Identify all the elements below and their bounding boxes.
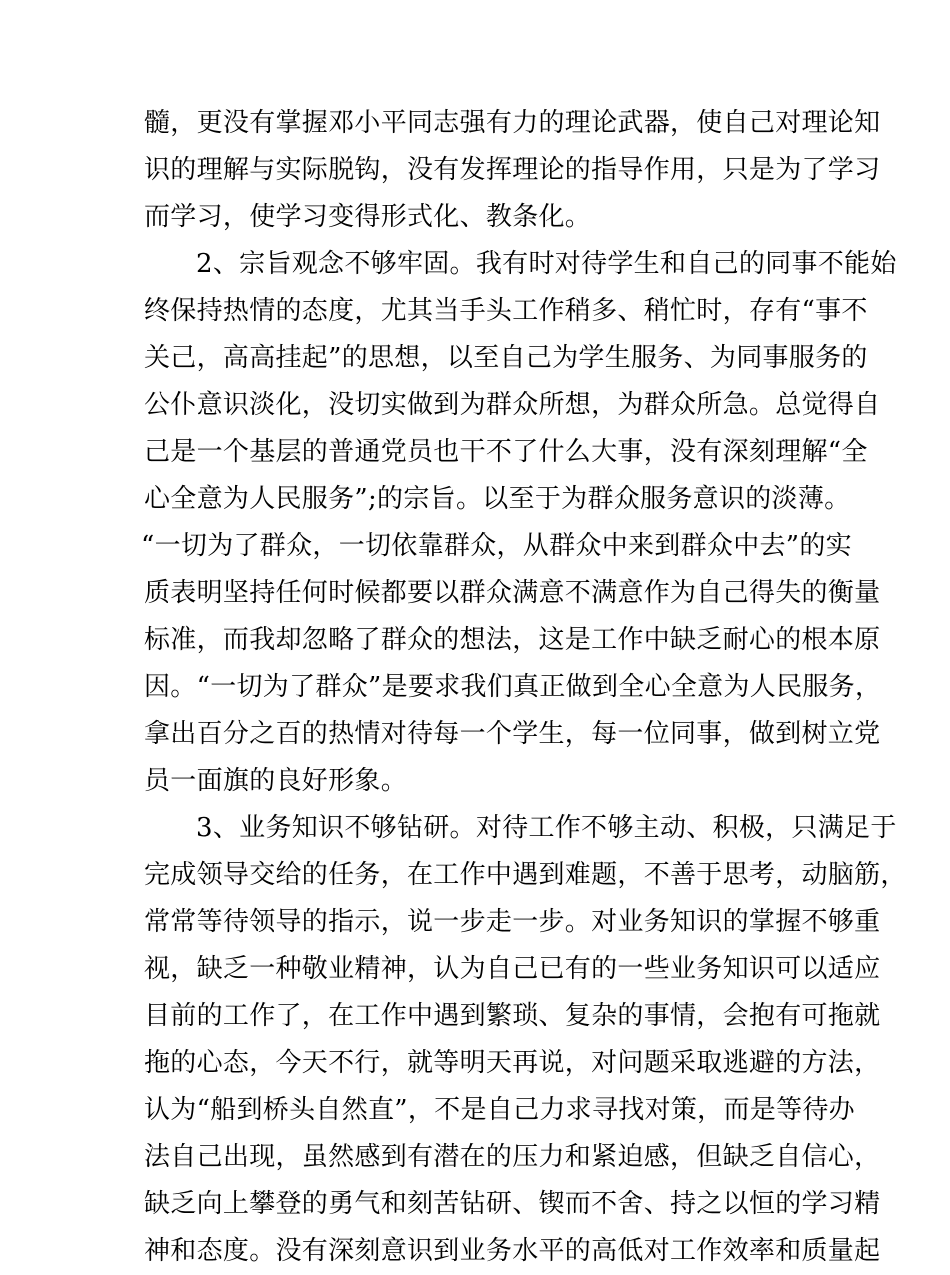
text-line: 员一面旗的良好形象。 [144,766,408,796]
text-line: 神和态度。没有深刻意识到业务水平的高低对工作效率和质量起 [144,1236,881,1266]
text-line: 拖的心态，今天不行，就等明天再说，对问题采取逃避的方法， [144,1048,881,1078]
text-line: 髓，更没有掌握邓小平同志强有力的理论武器，使自己对理论知 [144,108,881,138]
text-line: 视，缺乏一种敬业精神，认为自己已有的一些业务知识可以适应 [144,954,881,984]
text-line: 质表明坚持任何时候都要以群众满意不满意作为自己得失的衡量 [144,578,881,608]
paragraph-first-line: 2、宗旨观念不够牢固。我有时对待学生和自己的同事不能始 [196,249,897,279]
text-line: 常常等待领导的指示，说一步走一步。对业务知识的掌握不够重 [144,907,881,937]
text-line: 目前的工作了，在工作中遇到繁琐、复杂的事情，会抱有可拖就 [144,1001,881,1031]
document-body [141,100,907,1275]
text-line: 关己，高高挂起”的思想，以至自己为学生服务、为同事服务的 [144,343,868,373]
text-line: 因。“一切为了群众”是要求我们真正做到全心全意为人民服务， [144,672,882,702]
text-line: “一切为了群众，一切依靠群众，从群众中来到群众中去”的实 [141,531,852,561]
text-line: 心全意为人民服务”;的宗旨。以至于为群众服务意识的淡薄。 [144,484,851,514]
text-line: 缺乏向上攀登的勇气和刻苦钻研、锲而不舍、持之以恒的学习精 [144,1189,881,1219]
paragraph-first-line: 3、业务知识不够钻研。对待工作不够主动、积极，只满足于 [196,813,897,843]
text-line: 识的理解与实际脱钩，没有发挥理论的指导作用，只是为了学习 [144,155,881,185]
text-line: 拿出百分之百的热情对待每一个学生，每一位同事，做到树立党 [144,719,881,749]
text-line: 标准，而我却忽略了群众的想法，这是工作中缺乏耐心的根本原 [144,625,881,655]
text-line: 己是一个基层的普通党员也干不了什么大事，没有深刻理解“全 [144,437,868,467]
text-line: 法自己出现，虽然感到有潜在的压力和紧迫感，但缺乏自信心， [144,1142,881,1172]
text-line: 完成领导交给的任务，在工作中遇到难题，不善于思考，动脑筋， [144,860,907,890]
text-line: 终保持热情的态度，尤其当手头工作稍多、稍忙时，存有“事不 [144,296,868,326]
text-line: 公仆意识淡化，没切实做到为群众所想，为群众所急。总觉得自 [144,390,881,420]
text-line: 认为“船到桥头自然直”，不是自己力求寻找对策，而是等待办 [144,1095,855,1125]
text-line: 而学习，使学习变得形式化、教条化。 [144,202,592,232]
